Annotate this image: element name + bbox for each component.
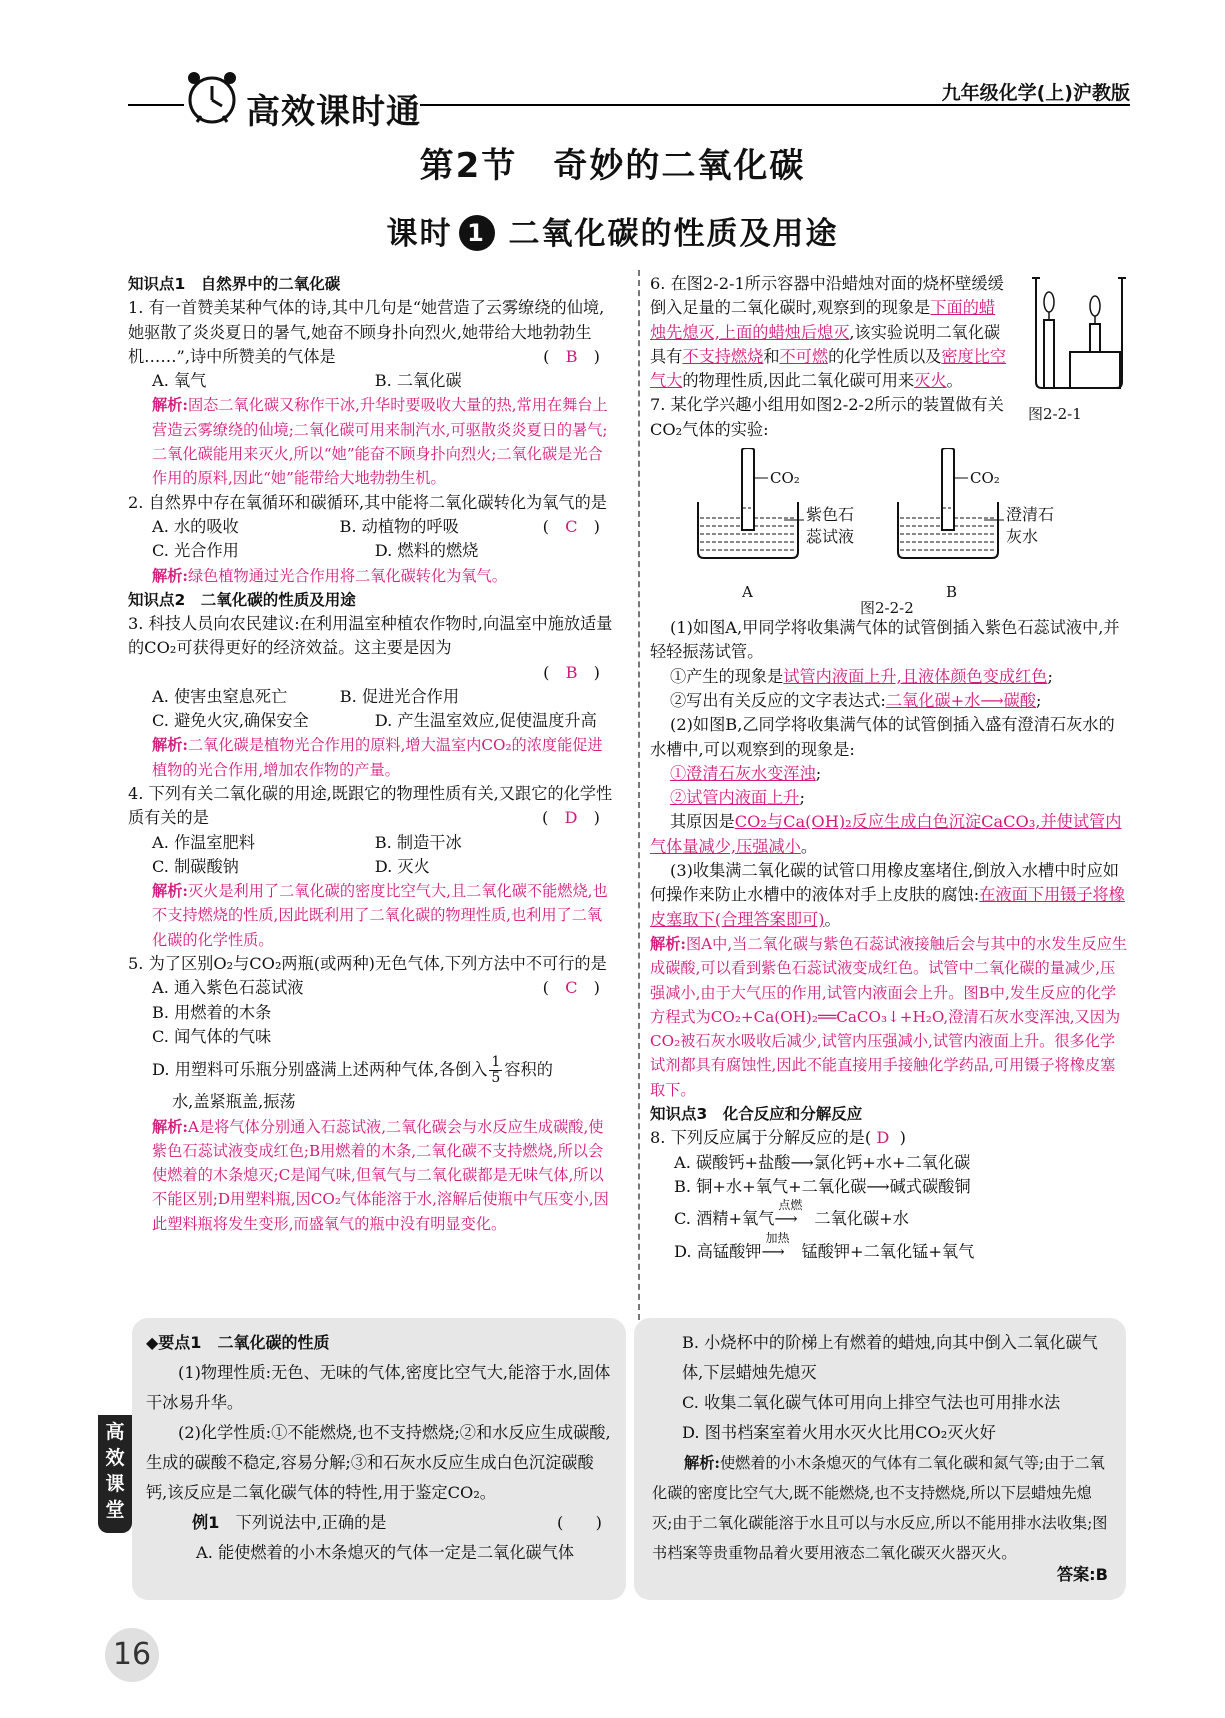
question-4 (128, 782, 616, 831)
analysis-text: 绿色植物通过光合作用将二氧化碳转化为氧气。 (187, 566, 507, 585)
answer-letter: C (565, 516, 578, 536)
text: D. 高锰酸钾 (674, 1241, 762, 1261)
example-analysis (652, 1448, 1112, 1568)
options-row (128, 855, 616, 879)
analysis-label: 解析: (152, 566, 188, 585)
grade-label: 九年级化学(上)沪教版 (941, 82, 1130, 104)
question-7: 7. 某化学兴趣小组用如图2-2-2所示的装置做有关CO₂气体的实验: (650, 395, 1004, 439)
question-text: 8. 下列反应属于分解反应的是( (650, 1128, 872, 1148)
option: D. 产生温室效应,促使温度升高 (374, 711, 597, 731)
analysis (128, 879, 616, 952)
question-text: 4. 下列有关二氧化碳的用途,既跟它的物理性质有关,又跟它的化学性质有关的是 (128, 783, 613, 828)
options-row (128, 369, 616, 393)
answer-letter: D (564, 808, 578, 828)
text: 锰酸钾+二氧化锰+氧气 (801, 1241, 975, 1261)
option: B. 二氧化碳 (374, 371, 462, 391)
example-answer: 答案:B (1056, 1565, 1108, 1584)
fill-answer: 在液面下用镊子将橡皮塞取下(合理答案即可) (650, 885, 1125, 929)
brand-logo-text: 高效课时通 (246, 92, 421, 132)
answer-paren: ( C ) (542, 516, 600, 536)
co2-label-a: CO₂ (770, 469, 800, 488)
option-d (128, 1055, 616, 1086)
analysis (650, 932, 1128, 1102)
litmus-label: 紫色石蕊试液 (806, 505, 855, 547)
option: A. 氧气 (152, 371, 207, 391)
question-7-2b: ②试管内液面上升; (670, 788, 805, 808)
alarm-clock-icon (185, 66, 239, 126)
option: B. 制造干冰 (374, 832, 462, 852)
figure-caption: 图2-2-2 (860, 599, 914, 618)
option: C. 收集二氧化碳气体可用向上排空气法也可用排水法 (682, 1393, 1061, 1412)
fill-answer: 灭火 (914, 371, 947, 391)
fill-answer: ①澄清石灰水变浑浊 (670, 763, 816, 783)
option: B. 小烧杯中的阶梯上有燃着的蜡烛,向其中倒入二氧化碳气体,下层蜡烛先熄灭 (682, 1333, 1098, 1382)
option: A. 使害虫窒息死亡 (152, 686, 288, 706)
answer-letter: B (565, 346, 578, 366)
header-rule-left (128, 104, 184, 106)
answer-line (128, 661, 616, 685)
question-text: 3. 科技人员向农民建议:在利用温室种植农作物时,向温室中施放适量的CO₂可获得更好的经济效益。这主要是因为 (128, 614, 613, 658)
question-7-part-2: (2)如图B,乙同学将收集满气体的试管倒插入盛有澄清石灰水的水槽中,可以观察到的现象是: (650, 715, 1115, 759)
option: A. 水的吸收 (152, 516, 239, 536)
side-tab: 高效课堂 (98, 1415, 132, 1533)
analysis-text: 灭火是利用了二氧化碳的密度比空气大,且二氧化碳不能燃烧,也不支持燃烧的性质,因此既利用了二氧化碳的物理性质,也利用了二氧化碳的化学性质。 (152, 882, 608, 949)
options-row (128, 539, 616, 563)
question-text: 5. 为了区别O₂与CO₂两瓶(或两种)无色气体,下列方法中不可行的是 (128, 954, 607, 974)
example-1 (146, 1508, 612, 1538)
text: C. 酒精+氧气 (674, 1209, 775, 1229)
option: B. 用燃着的木条 (152, 1002, 272, 1022)
option: B. 促进光合作用 (339, 686, 460, 706)
option: C. 闻气体的气味 (152, 1026, 272, 1046)
analysis-label: 解析: (152, 396, 188, 415)
condition-label: 加热 (765, 1230, 790, 1245)
co2-label-b: CO₂ (970, 469, 1000, 488)
question-text: 2. 自然界中存在氧循环和碳循环,其中能将二氧化碳转化为氧气的是 (128, 492, 607, 512)
key-point-text: (2)化学性质:①不能燃烧,也不支持燃烧;②和水反应生成碳酸,生成的碳酸不稳定,容易分解;③和石灰水反应生成白色沉淀碳酸钙,该反应是二氧化碳气体的特性,用于鉴定CO₂。 (146, 1423, 611, 1502)
question-text: 1. 有一首赞美某种气体的诗,其中几句是“她营造了云雾缭绕的仙境,她驱散了炎炎夏日的暑气,她奋不顾身扑向烈火,她带给大地勃勃生机……”,诗中所赞美的气体是 (128, 298, 605, 366)
beaker-candle-figure (1030, 272, 1130, 402)
option: B. 铜+水+氧气+二氧化碳⟶碱式碳酸铜 (674, 1176, 971, 1196)
key-point-box-right (634, 1318, 1126, 1600)
question-8 (650, 1126, 1128, 1150)
analysis-text: A是将气体分别通入石蕊试液,二氧化碳会与水反应生成碳酸,使紫色石蕊试液变成红色;B用燃着的木条,二氧化碳不支持燃烧,所以会使燃着的木条熄灭;C是闻气味,但氧气与二氧化碳都是无味气体,所以不能区别;D用塑料瓶,因CO₂气体能溶于水,溶解后使瓶中气压变小,因此塑料瓶将发生变形,而盛氧气的瓶中没有明显变化。 (152, 1117, 609, 1233)
question-7-part-3: (3)收集满二氧化碳的试管口用橡皮塞堵住,倒放入水槽中时应如何操作来防止水槽中的液体对手上皮肤的腐蚀:在液面下用镊子将橡皮塞取下(合理答案即可)。 (650, 861, 1125, 929)
answer-letter: B (565, 662, 578, 682)
reaction-arrow: 加热 ⟶ (761, 1240, 801, 1264)
reaction-arrow: 点燃 ⟶ (774, 1207, 814, 1231)
analysis (128, 564, 616, 588)
analysis (128, 733, 616, 782)
option: A. 能使燃着的小木条熄灭的气体一定是二氧化碳气体 (196, 1543, 575, 1562)
option: C. 光合作用 (152, 541, 239, 561)
option-d (650, 1230, 1128, 1264)
right-column (650, 272, 1128, 1264)
example-text: 下列说法中,正确的是 (235, 1513, 387, 1532)
options-row (128, 831, 616, 855)
fill-answer: 密度比空气大 (650, 346, 1007, 391)
key-point-text: (1)物理性质:无色、无味的气体,密度比空气大,能溶于水,固体干冰易升华。 (146, 1363, 611, 1412)
knowledge-point-3: 知识点3 化合反应和分解反应 (650, 1105, 863, 1124)
lesson-number-badge: 1 (459, 215, 495, 251)
fill-answer: 二氧化碳+水⟶碳酸 (885, 690, 1036, 710)
analysis-label: 解析: (650, 934, 686, 953)
option: C. 制碳酸钠 (152, 856, 239, 876)
question-3 (128, 612, 616, 661)
key-point-box-left (132, 1318, 626, 1600)
text: 二氧化碳+水 (814, 1209, 909, 1229)
options-row (128, 515, 543, 539)
answer-paren: ( B ) (543, 346, 600, 366)
lesson-prefix: 课时 (386, 216, 453, 252)
analysis-label: 解析: (684, 1454, 720, 1472)
knowledge-point-1: 知识点1 自然界中的二氧化碳 (128, 275, 341, 293)
analysis-label: 解析: (152, 736, 188, 755)
option-text: 水,盖紧瓶盖,振荡 (172, 1092, 296, 1112)
page-number: 16 (105, 1628, 159, 1682)
lesson-name: 二氧化碳的性质及用途 (508, 216, 839, 252)
question-7-part-1: (1)如图A,甲同学将收集满气体的试管倒插入紫色石蕊试液中,并轻轻振荡试管。 (650, 618, 1120, 662)
option: D. 灭火 (374, 856, 430, 876)
option: A. 通入紫色石蕊试液 (152, 978, 304, 998)
question-7-2a: ①澄清石灰水变浑浊; (670, 763, 822, 783)
options-row (128, 709, 616, 733)
option: A. 作温室肥料 (152, 832, 255, 852)
fill-answer: CO₂与Ca(OH)₂反应生成白色沉淀CaCO₃,并使试管内气体量减少,压强减小 (650, 812, 1122, 856)
fraction-numerator: 1 (491, 1054, 501, 1071)
text: (3)收集满二氧化碳的试管口用橡皮塞堵住,倒放入水槽中时应如何操作来防止水槽中的液体对手上皮肤的腐蚀: (650, 861, 1119, 905)
figure-2-2-2 (650, 448, 1128, 616)
figure-caption: 图2-2-1 (1028, 405, 1082, 423)
fill-answer: 试管内液面上升,且液体颜色变成红色 (783, 666, 1048, 686)
text: 。 (946, 371, 963, 391)
text: 6. 在图2-2-1所示容器中沿蜡烛对面的烧杯壁缓缓倒入足量的二氧化碳时,观察到的现象是 (650, 274, 1004, 318)
question-7-1a: ①产生的现象是试管内液面上升,且液体颜色变成红色; (670, 666, 1053, 686)
text: ②写出有关反应的文字表达式: (670, 690, 886, 710)
text: ) (899, 1128, 906, 1148)
question-6-text (650, 272, 1010, 393)
analysis (128, 1115, 616, 1236)
text: 的物理性质,因此二氧化碳可用来 (682, 371, 915, 391)
answer-paren: ( D ) (541, 808, 600, 828)
answer-paren: ( ) (556, 1513, 602, 1532)
text: 其原因是 (670, 812, 735, 832)
apparatus-b-label: B (946, 583, 958, 602)
text: 的化学性质以及 (828, 346, 942, 366)
option-text: D. 用塑料可乐瓶分别盛满上述两种气体,各倒入 (152, 1060, 488, 1080)
option-c (650, 1198, 1128, 1231)
analysis-text: 图A中,当二氧化碳与紫色石蕊试液接触后会与其中的水发生反应生成碳酸,可以看到紫色石蕊试液变成红色。试管中二氧化碳的量减少,压强减小,由于大气压的作用,试管内液面会上升。图B中,发生反应的化学方程式为CO₂+Ca(OH)₂══CaCO₃↓+H₂O,澄清石灰水变浑浊,又因为CO₂被石灰水吸收后减少,试管内压强减小,试管内液面上升。很多化学试剂都具有腐蚀性,因此不能直接用手接触化学药品,可用镊子将橡皮塞取下。 (650, 934, 1128, 1099)
limewater-label: 澄清石灰水 (1006, 505, 1055, 547)
fill-answer: 下面的蜡烛先熄灭,上面的蜡烛后熄灭 (650, 298, 996, 342)
answer-letter: C (565, 978, 578, 998)
condition-label: 点燃 (778, 1198, 803, 1213)
key-point-title: ◆要点1 二氧化碳的性质 (146, 1333, 330, 1352)
fraction (489, 1055, 502, 1086)
option: C. 避免火灾,确保安全 (152, 711, 309, 731)
question-7-1b: ②写出有关反应的文字表达式:二氧化碳+水⟶碳酸; (670, 690, 1042, 710)
knowledge-point-2: 知识点2 二氧化碳的性质及用途 (128, 590, 356, 609)
example-label: 例1 (192, 1513, 220, 1532)
analysis-label: 解析: (152, 882, 188, 901)
column-divider (638, 270, 640, 1320)
analysis-text: 使燃着的小木条熄灭的气体有二氧化碳和氮气等;由于二氧化碳的密度比空气大,既不能燃烧,也不支持燃烧,所以下层蜡烛先熄灭;由于二氧化碳能溶于水且可以与水反应,所以不能用排水法收集;图书档案等贵重物品着火要用液态二氧化碳灭火器灭火。 (652, 1454, 1108, 1562)
analysis-text: 二氧化碳是植物光合作用的原料,增大温室内CO₂的浓度能促进植物的光合作用,增加农作物的产量。 (152, 736, 603, 779)
apparatus-a-label: A (742, 583, 753, 602)
analysis-text: 固态二氧化碳又称作干冰,升华时要吸收大量的热,常用在舞台上营造云雾缭绕的仙境;二氧化碳可用来制汽水,可驱散炎炎夏日的暑气;二氧化碳能用来灭火,所以“她”能奋不顾身扑向烈火;二氧化碳是光合作用的原料,因此“她”能带给大地勃勃生机。 (152, 396, 608, 488)
answer-letter: D (876, 1128, 890, 1148)
question-7-2c: 其原因是CO₂与Ca(OH)₂反应生成白色沉淀CaCO₃,并使试管内气体量减少,压强减小。 (650, 812, 1122, 856)
left-column (128, 272, 616, 1236)
analysis (128, 393, 616, 490)
text: 和 (763, 346, 780, 366)
option: B. 动植物的呼吸 (339, 516, 459, 536)
option-text: 容积的 (504, 1060, 553, 1080)
fill-answer: 不支持燃烧 (682, 346, 764, 366)
analysis-label: 解析: (152, 1117, 188, 1136)
lesson-title (0, 208, 1225, 253)
option: A. 碳酸钙+盐酸⟶氯化钙+水+二氧化碳 (674, 1152, 971, 1172)
fill-answer: ②试管内液面上升 (670, 788, 800, 808)
fraction-denominator: 5 (491, 1070, 501, 1087)
option: D. 图书档案室着火用水灭火比用CO₂灭火好 (682, 1423, 996, 1442)
text: ,该实验说明二氧化碳具有 (650, 322, 1001, 366)
answer-paren: ( C ) (542, 978, 600, 998)
question-1 (128, 296, 616, 369)
fill-answer: 不可燃 (779, 346, 829, 366)
options-row (128, 685, 543, 709)
section-title: 第2节 奇妙的二氧化碳 (419, 146, 806, 186)
answer-paren: ( B ) (543, 662, 600, 682)
text: ①产生的现象是 (670, 666, 784, 686)
option: D. 燃料的燃烧 (374, 541, 479, 561)
